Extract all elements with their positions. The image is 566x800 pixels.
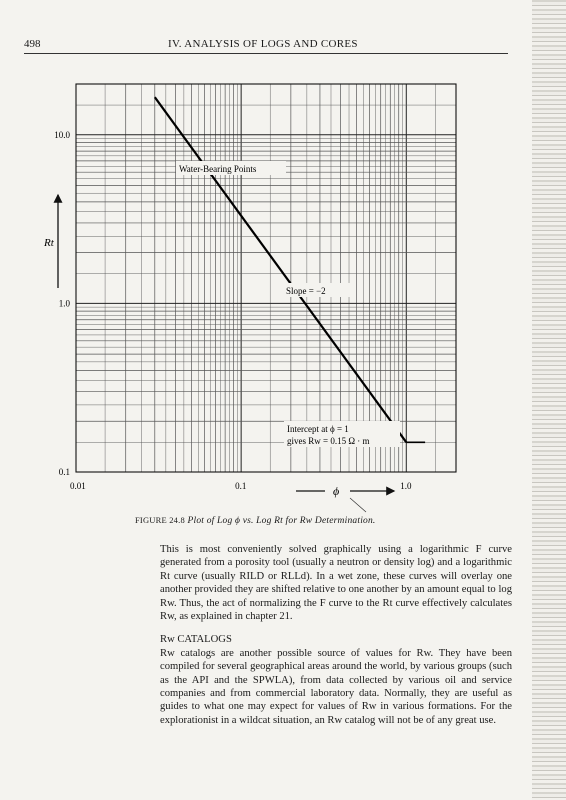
series-line — [155, 97, 406, 442]
x-axis-label — [296, 484, 394, 498]
x-tick-label: 1.0 — [400, 481, 412, 491]
running-head: IV. ANALYSIS OF LOGS AND CORES — [168, 38, 358, 50]
body-text — [160, 543, 512, 727]
x-tick-label: 0.01 — [70, 481, 86, 491]
annotation-intercept — [284, 421, 400, 447]
chart-grid — [76, 84, 456, 472]
figure-label: FIGURE 24.8 — [135, 515, 185, 525]
y-tick-label: 10.0 — [54, 129, 70, 140]
intercept-label-line2: gives Rw = 0.15 Ω · m — [287, 436, 370, 446]
slope-label: Slope = −2 — [286, 286, 326, 296]
y-axis-title: Rt — [44, 237, 54, 249]
intercept-label-line1: Intercept at ϕ = 1 — [287, 424, 349, 434]
y-tick-label: 0.1 — [58, 467, 70, 477]
y-axis-label — [43, 195, 58, 288]
x-tick-label: 0.1 — [235, 481, 247, 491]
intercept-pointer — [350, 498, 366, 512]
y-tick-label: 1.0 — [58, 298, 70, 309]
chart-series — [155, 97, 425, 442]
section-heading: Rw CATALOGS — [160, 634, 232, 646]
water-bearing-label: Water-Bearing Points — [179, 164, 257, 174]
figure-caption — [135, 515, 376, 526]
figure-title: Plot of Log ϕ vs. Log Rt for Rw Determination. — [187, 516, 376, 526]
annotation-slope — [283, 283, 351, 297]
paragraph-graphical-solution: This is most conveniently solved graphically using a logarithmic F curve generated from a porosity tool (usually a neutron or density log) and a logarithmic Rt curve (usually RILD or RLLd). In a wet zone, these curves will overlay one another provided they are shifted relative to one another by an amount equal to log Rw. Thus, the act of normalizing the F curve to the Rt curve effectively calculates Rw, as explained in chapter 21. — [160, 544, 512, 623]
paragraph-rw-catalogs: Rw catalogs are another possible source of values for Rw. They have been compiled for several geographical areas around the world, by various groups (such as the API and the SPWLA), from data collected by various oil and service companies and from commercial laboratory data. Normally, they are useful as guides to what one may expect for values of Rw in various formations. For the explorationist in a wildcat situation, an Rw catalog will not be of any great use. — [160, 647, 512, 726]
annotation-water-bearing — [176, 161, 286, 175]
page-number: 498 — [24, 38, 41, 50]
x-axis-title: ϕ — [333, 484, 340, 498]
